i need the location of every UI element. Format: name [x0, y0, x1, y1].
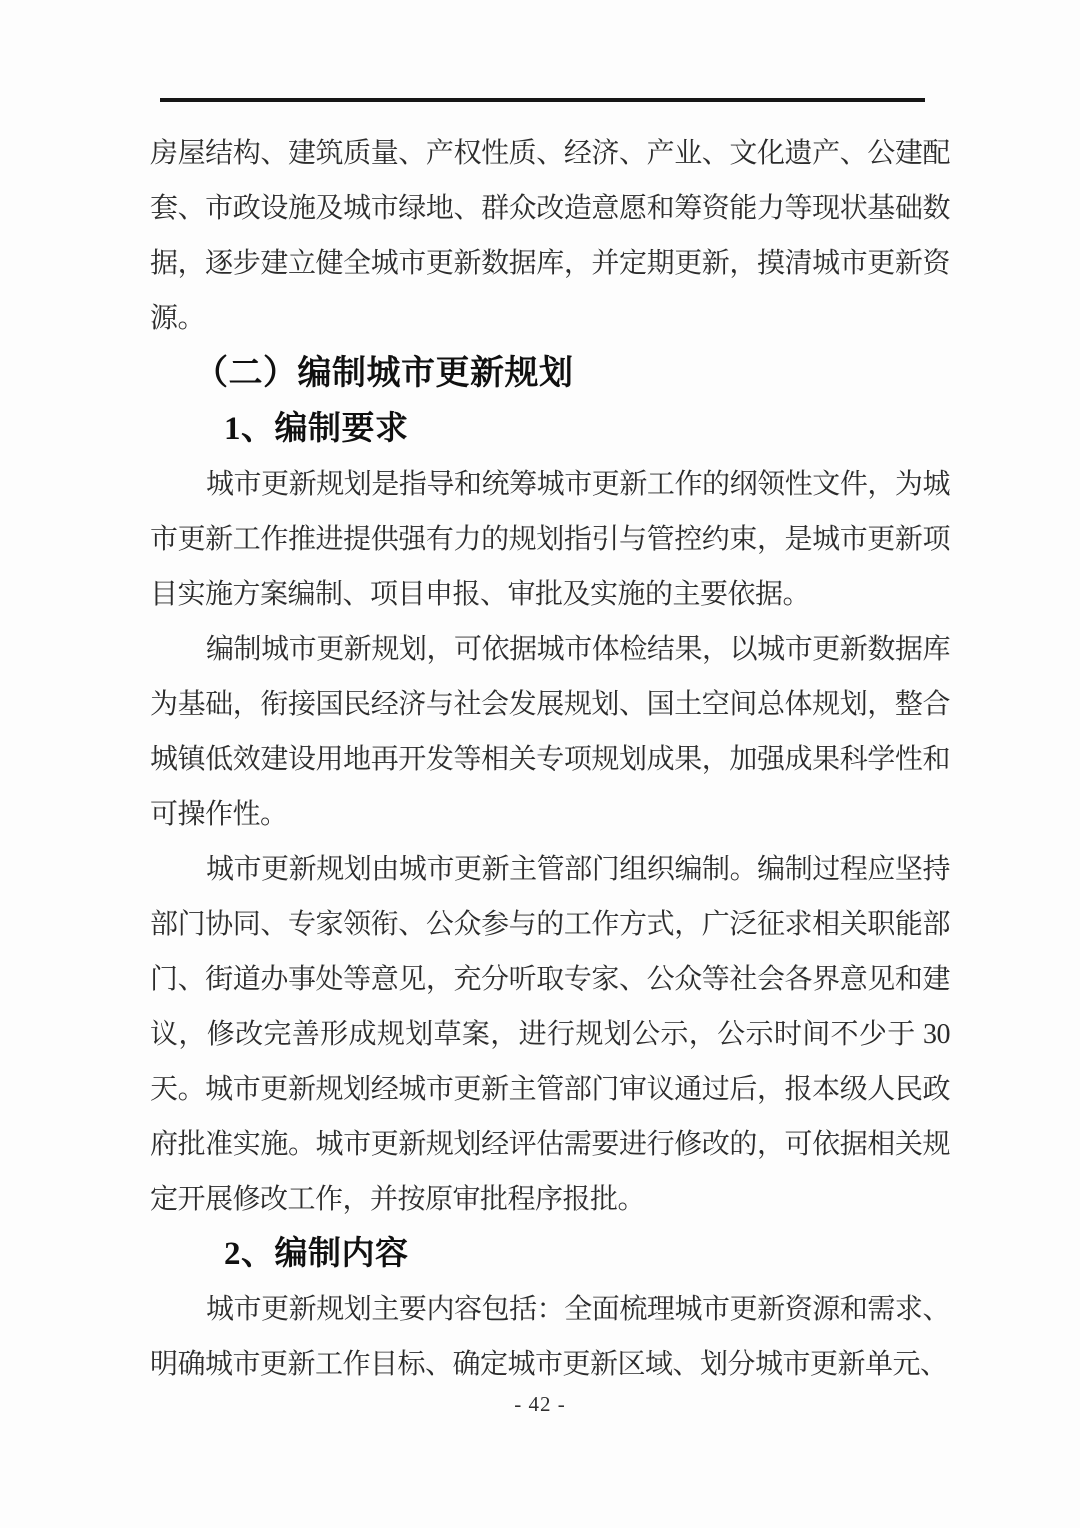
page-number: - 42 - — [514, 1392, 566, 1416]
subheading-contents: 2、编制内容 — [224, 1236, 409, 1272]
section-heading: （二）编制城市更新规划 — [194, 355, 574, 392]
page-content — [150, 126, 950, 1392]
paragraph-planning-contents: 城市更新规划主要内容包括：全面梳理城市更新资源和需求、明确城市更新工作目标、确定城市更新区域、划分城市更新单元、 — [150, 1294, 950, 1380]
subheading-requirements: 1、编制要求 — [224, 411, 409, 447]
paragraph-planning-process: 城市更新规划由城市更新主管部门组织编制。编制过程应坚持部门协同、专家领衔、公众参与的工作方式，广泛征求相关职能部门、街道办事处等意见，充分听取专家、公众等社会各界意见和建议，修改完善形成规划草案，进行规划公示，公示时间不少于 30 天。城市更新规划经城市更新主管部门审议通过后，报本级人民政府批准实施。城市更新规划经评估需要进行修改的，可依据相关规定开展修改工作，并按原审批程序报批。 — [150, 854, 950, 1215]
header-rule — [160, 98, 925, 102]
paragraph-planning-role: 城市更新规划是指导和统筹城市更新工作的纲领性文件，为城市更新工作推进提供强有力的规划指引与管控约束，是城市更新项目实施方案编制、项目申报、审批及实施的主要依据。 — [150, 469, 950, 610]
paragraph-continuation: 房屋结构、建筑质量、产权性质、经济、产业、文化遗产、公建配套、市政设施及城市绿地、群众改造意愿和筹资能力等现状基础数据，逐步建立健全城市更新数据库，并定期更新，摸清城市更新资源。 — [150, 138, 950, 334]
paragraph-planning-basis: 编制城市更新规划，可依据城市体检结果，以城市更新数据库为基础，衔接国民经济与社会发展规划、国土空间总体规划，整合城镇低效建设用地再开发等相关专项规划成果，加强成果科学性和可操作性。 — [150, 634, 950, 830]
